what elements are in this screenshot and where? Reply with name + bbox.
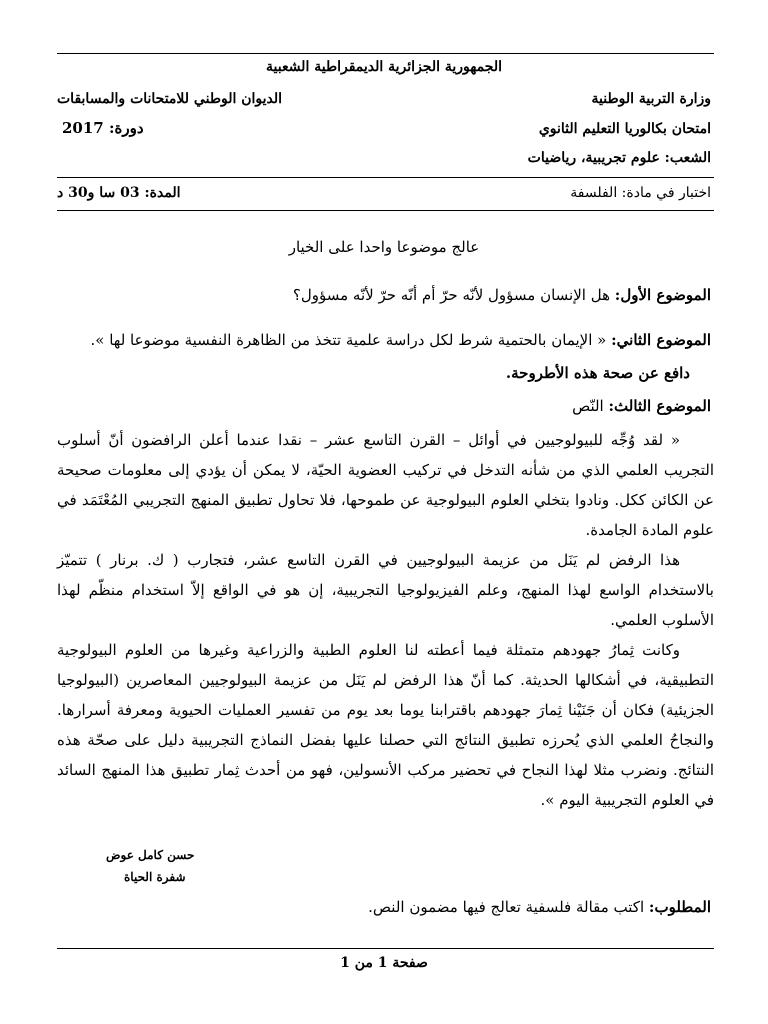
topic-3-text-label: النّص xyxy=(572,397,604,415)
exam-title: امتحان بكالوريا التعليم الثانوي xyxy=(538,121,711,137)
exam-office: الديوان الوطني للامتحانات والمسابقات xyxy=(57,91,283,107)
footer-rule xyxy=(57,948,714,949)
top-rule xyxy=(57,53,714,54)
topic-2-task: دافع عن صحة هذه الأطروحة. xyxy=(505,364,690,382)
topic-1-question: هل الإنسان مسؤول لأنّه حرّ أم أنّه حرّ لأنّه مسؤول؟ xyxy=(292,286,610,304)
topic-3-label: الموضوع الثالث: xyxy=(608,397,711,415)
required-label: المطلوب: xyxy=(648,898,711,916)
instruction: عالج موضوعا واحدا على الخيار xyxy=(288,238,480,256)
page-number: صفحة 1 من 1 xyxy=(340,955,428,971)
text-paragraph-2: هذا الرفض لم يَنَل من عزيمة البيولوجيين في القرن التاسع عشر، فتجارب ( ك. برنار ) تتميّز بالاستخدام الواسع لهذا المنهج، وعلم الفيزيولوجيا التجريبية، إن هو في الواقع إلاّ استخدام منظّم لهذا الأسلوب العلمي. xyxy=(57,551,714,629)
topic-2-statement: « الإيمان بالحتمية شرط لكل دراسة علمية تتخذ من الظاهرة النفسية موضوعا لها ». xyxy=(90,331,607,349)
header-rule-top xyxy=(57,177,714,178)
topic-1-label: الموضوع الأول: xyxy=(614,286,711,304)
branches: الشعب: علوم تجريبية، رياضيات xyxy=(527,150,711,166)
subject: اختبار في مادة: الفلسفة xyxy=(570,185,711,201)
text-paragraph-1: « لقد وُجِّه للبيولوجيين في أوائل – القرن التاسع عشر – نقدا عندما أعلن الرافضون أنّ أسلوب التجريب العلمي الذي من شأنه التدخل في تركيب العضوية الحيّة، لا يمكن أن يؤدي إلى معلومات صحيحة عن الكائن ككل. ونادوا بتخلي العلوم البيولوجية عن طموحها، فلا تحاول تطبيق المنهج التجريبي المُعْتَمَد في علوم المادة الجامدة. xyxy=(57,431,714,539)
required xyxy=(368,898,711,916)
topic-1 xyxy=(293,286,711,304)
text-paragraph-3: وكانت ثِمارُ جهودهم متمثلة فيما أعطته لنا العلوم الطبية والزراعية وغيرها من العلوم البيولوجية التطبيقية، في أشكالها الحديثة. كما أنّ هذا الرفض لم يَنَل من عزيمة البيولوجيين المعاصرين (البيولوجيا الجزيئية) فكان أن جَنَيْنا ثِمارَ جهودهم باقترابنا يوما بعد يوم من تفسير العمليات الحيوية ومعرفة أسرارها. والنجاحُ العلمي الذي يُحرزه تطبيق النتائج التي حصلنا عليها بفضل النماذج التجريبية دليل على صحّة هذه النتائج. ونضرب مثلا لهذا النجاح في تحضير مركب الأنسولين، فهو من أحدث ثِمار تطبيق هذا المنهج السائد في العلوم التجريبية اليوم ». xyxy=(57,641,714,809)
required-text: اكتب مقالة فلسفية تعالج فيها مضمون النص. xyxy=(368,898,645,916)
source: شفرة الحياة xyxy=(124,870,186,884)
header-rule-bottom xyxy=(57,210,714,211)
topic-2-label: الموضوع الثاني: xyxy=(611,331,711,349)
topic-3 xyxy=(572,397,711,415)
author: حسن كامل عوض xyxy=(106,848,195,862)
ministry: وزارة التربية الوطنية xyxy=(591,91,711,107)
exam-session: دورة: 2017 xyxy=(62,119,144,137)
topic-3-text xyxy=(57,425,714,815)
duration: المدة: 03 سا و30 د xyxy=(57,185,181,201)
topic-2 xyxy=(91,331,712,349)
republic-title: الجمهورية الجزائرية الديمقراطية الشعبية xyxy=(265,59,502,75)
